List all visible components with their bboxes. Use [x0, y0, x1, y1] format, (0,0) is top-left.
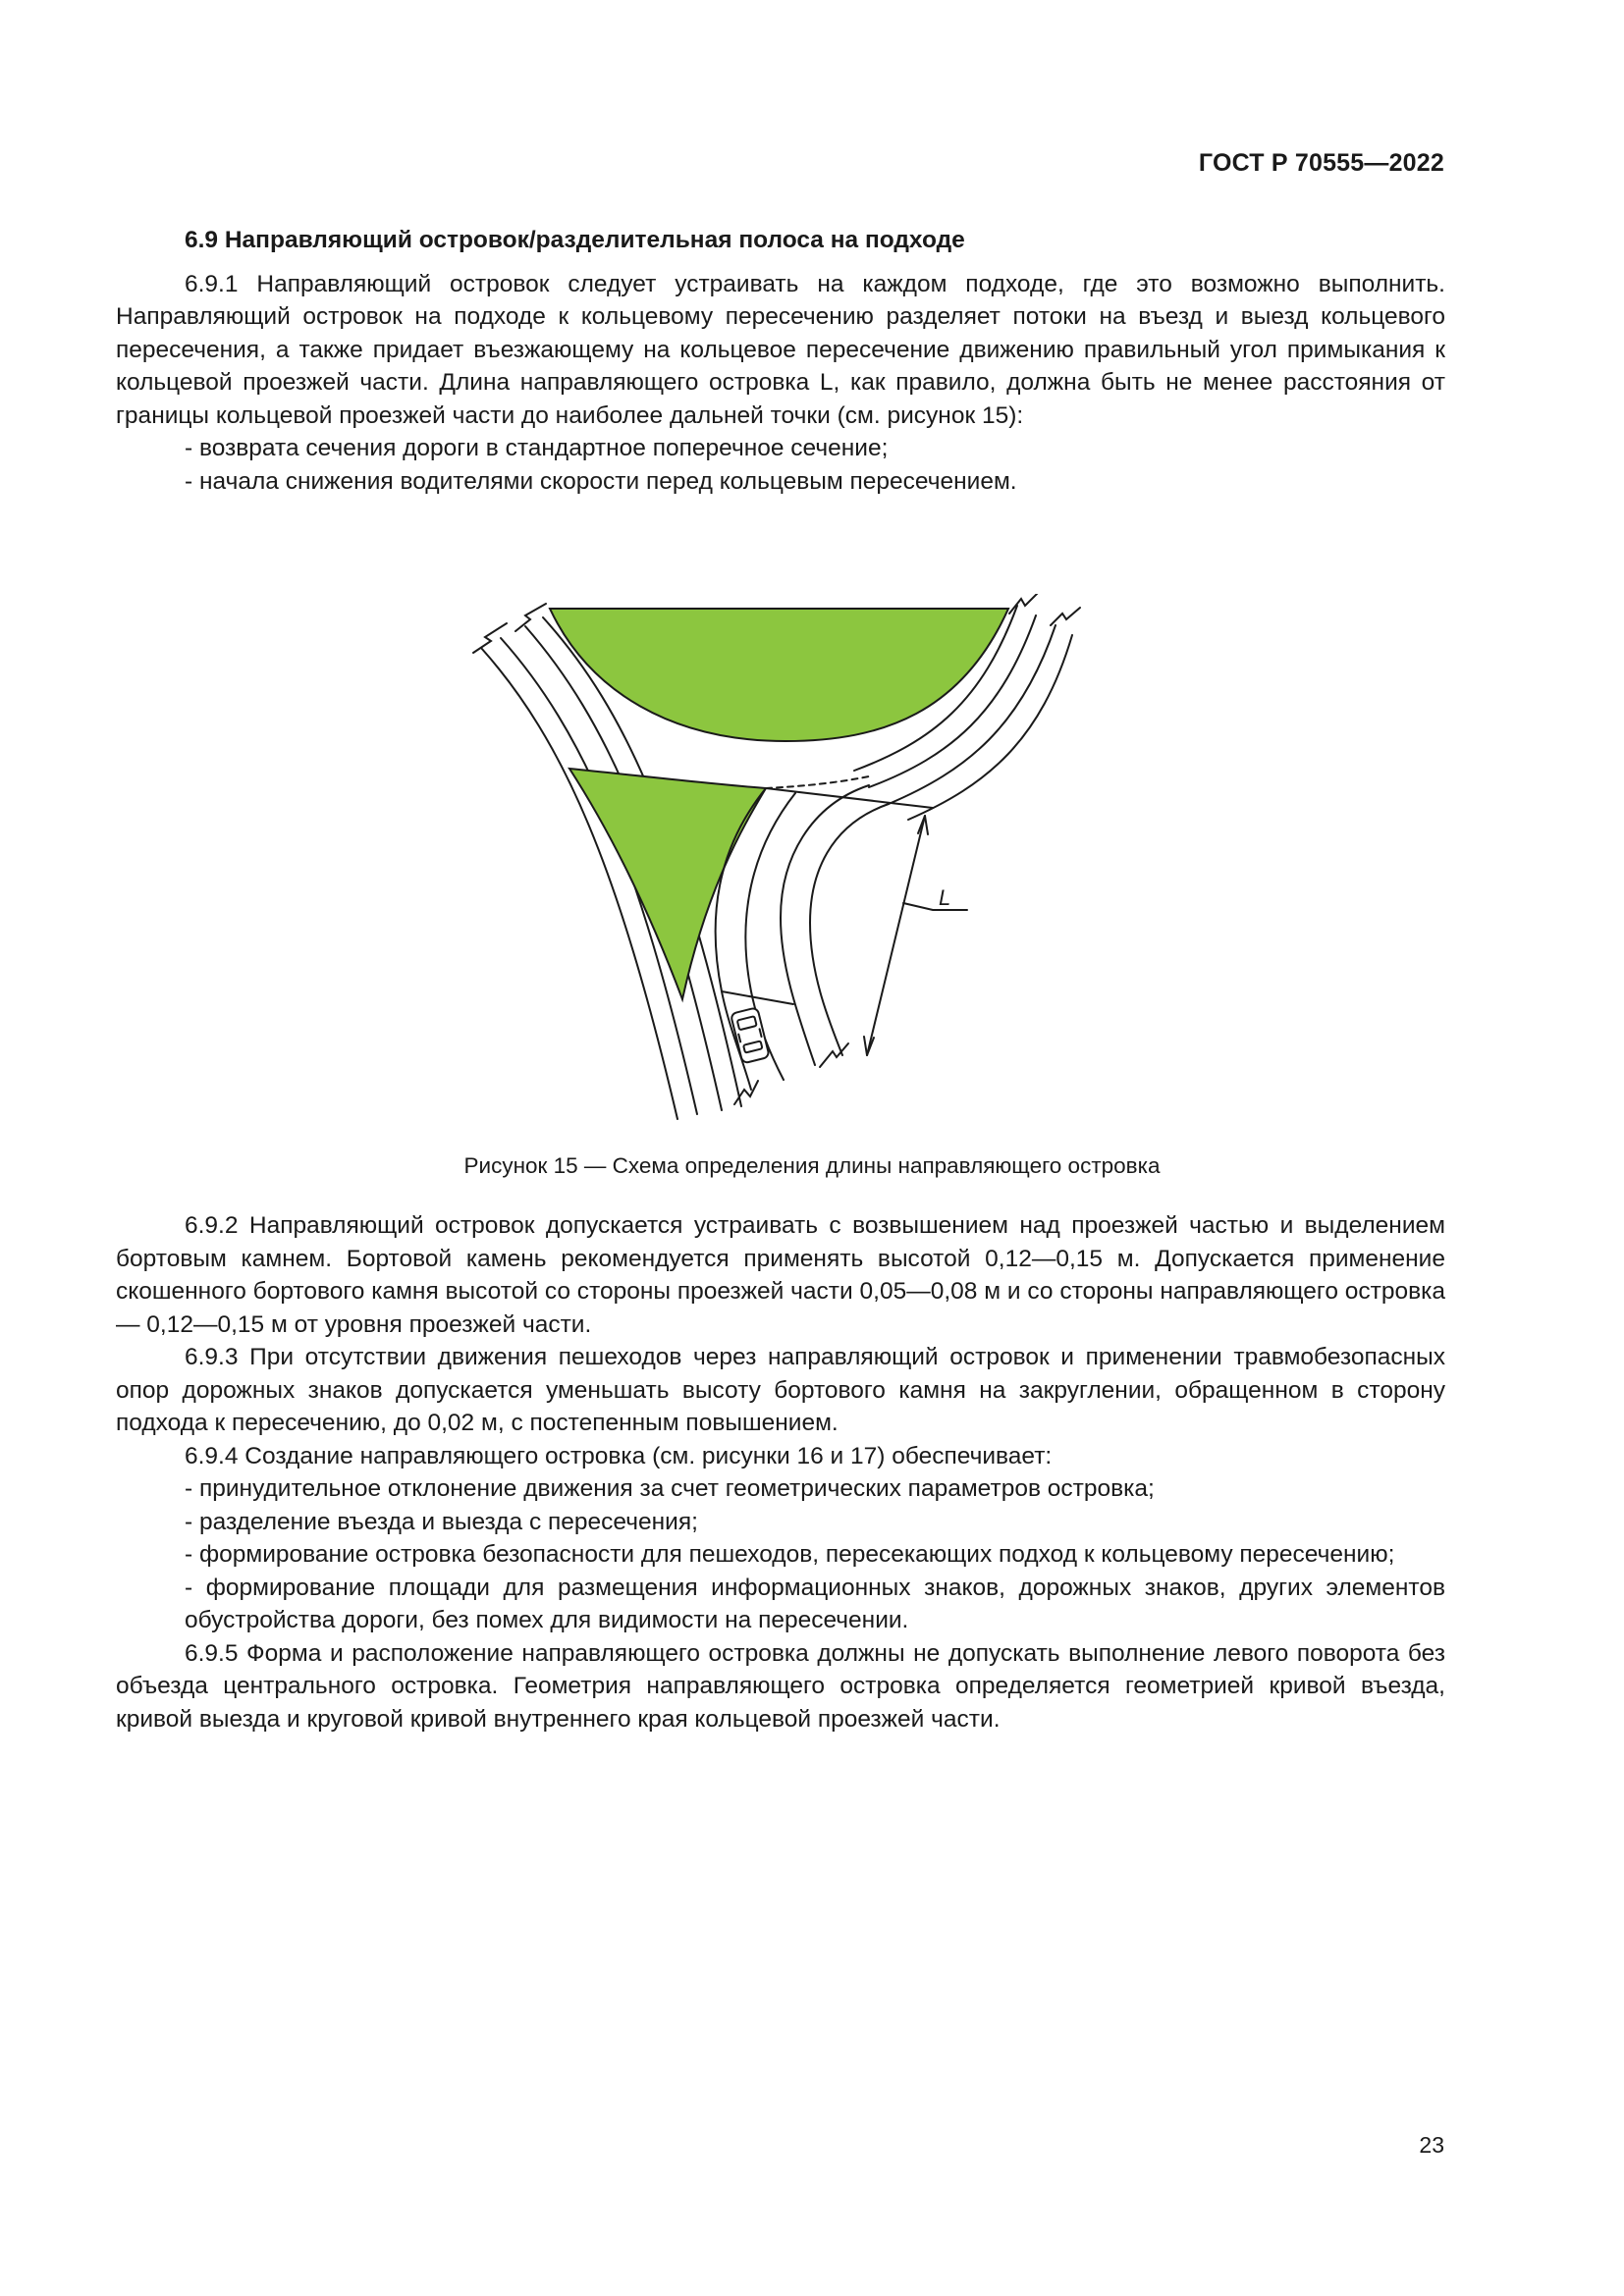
- list-item: - разделение въезда и выезда с пересечения;: [185, 1508, 698, 1535]
- list-item: - возврата сечения дороги в стандартное поперечное сечение;: [185, 435, 889, 461]
- paragraph-6-9-1: 6.9.1 Направляющий островок следует устраивать на каждом подходе, где это возможно выполнить. Направляющий островок на подходе к кольцевому пересечению разделяет потоки на въезд и выезд кольцевого пересечения, а также придает въезжающему на кольцевое пересечение движению правильный угол примыкания к кольцевой проезжей части. Длина направляющего островка L, как правило, должна быть не менее расстояния от границы кольцевой проезжей части до наиболее дальней точки (см. рисунок 15):: [116, 270, 1445, 429]
- break-mark: [820, 1043, 848, 1067]
- section-title: 6.9 Направляющий островок/разделительная полоса на подходе: [185, 227, 965, 253]
- figure-caption: Рисунок 15 — Схема определения длины направляющего островка: [463, 1153, 1161, 1178]
- dimension-label-L: L: [939, 885, 951, 910]
- list-item: - формирование островка безопасности для пешеходов, пересекающих подход к кольцевому пересечению;: [185, 1541, 1395, 1568]
- paragraph-6-9-2: 6.9.2 Направляющий островок допускается устраивать с возвышением над проезжей частью и выделением бортовым камнем. Бортовой камень рекомендуется применять высотой 0,12—0,15 м. Допускается применение скошенного бортового камня высотой со стороны проезжей части 0,05—0,08 м и со стороны направляющего островка — 0,12—0,15 м от уровня проезжей части.: [116, 1212, 1445, 1338]
- break-mark: [1009, 594, 1039, 614]
- break-mark: [515, 604, 546, 631]
- dimension-line-L: [867, 816, 925, 1055]
- standard-header: ГОСТ Р 70555—2022: [1198, 149, 1444, 177]
- section-6-9-continued: [116, 1209, 1445, 1735]
- list-item: - начала снижения водителями скорости перед кольцевым пересечением.: [185, 467, 1017, 495]
- paragraph-6-9-3: 6.9.3 При отсутствии движения пешеходов через направляющий островок и применении травмобезопасных опор дорожных знаков допускается уменьшать высоту бортового камня на закруглении, обращенном в сторону подхода к пересечению, до 0,02 м, с постепенным повышением.: [116, 1344, 1445, 1436]
- entry-lane-edge-3: [781, 785, 869, 1065]
- page-number: 23: [1419, 2132, 1444, 2158]
- splitter-island: [569, 769, 766, 999]
- figure-15-diagram: [471, 594, 1100, 1124]
- car-icon: [731, 1007, 770, 1063]
- central-island: [550, 609, 1008, 741]
- break-mark: [1051, 608, 1080, 625]
- list-item: - принудительное отклонение движения за счет геометрических параметров островка;: [185, 1475, 1155, 1502]
- dashed-ring-boundary: [766, 776, 869, 788]
- section-6-9: [116, 224, 1445, 498]
- paragraph-6-9-5: 6.9.5 Форма и расположение направляющего островка должны не допускать выполнение левого поворота без объезда центрального островка. Геометрия направляющего островка определяется геометрией кривой въезда, кривой выезда и круговой кривой внутреннего края кольцевой проезжей части.: [116, 1639, 1445, 1733]
- paragraph-6-9-4: 6.9.4 Создание направляющего островка (см. рисунки 16 и 17) обеспечивает:: [185, 1442, 1053, 1469]
- leader-line: [903, 903, 967, 910]
- measure-line-bottom: [722, 991, 793, 1004]
- list-item: - формирование площади для размещения информационных знаков, дорожных знаков, других элементов обустройства дороги, без помех для видимости на пересечении.: [185, 1574, 1445, 1633]
- roundabout-approach-diagram: [471, 594, 1100, 1124]
